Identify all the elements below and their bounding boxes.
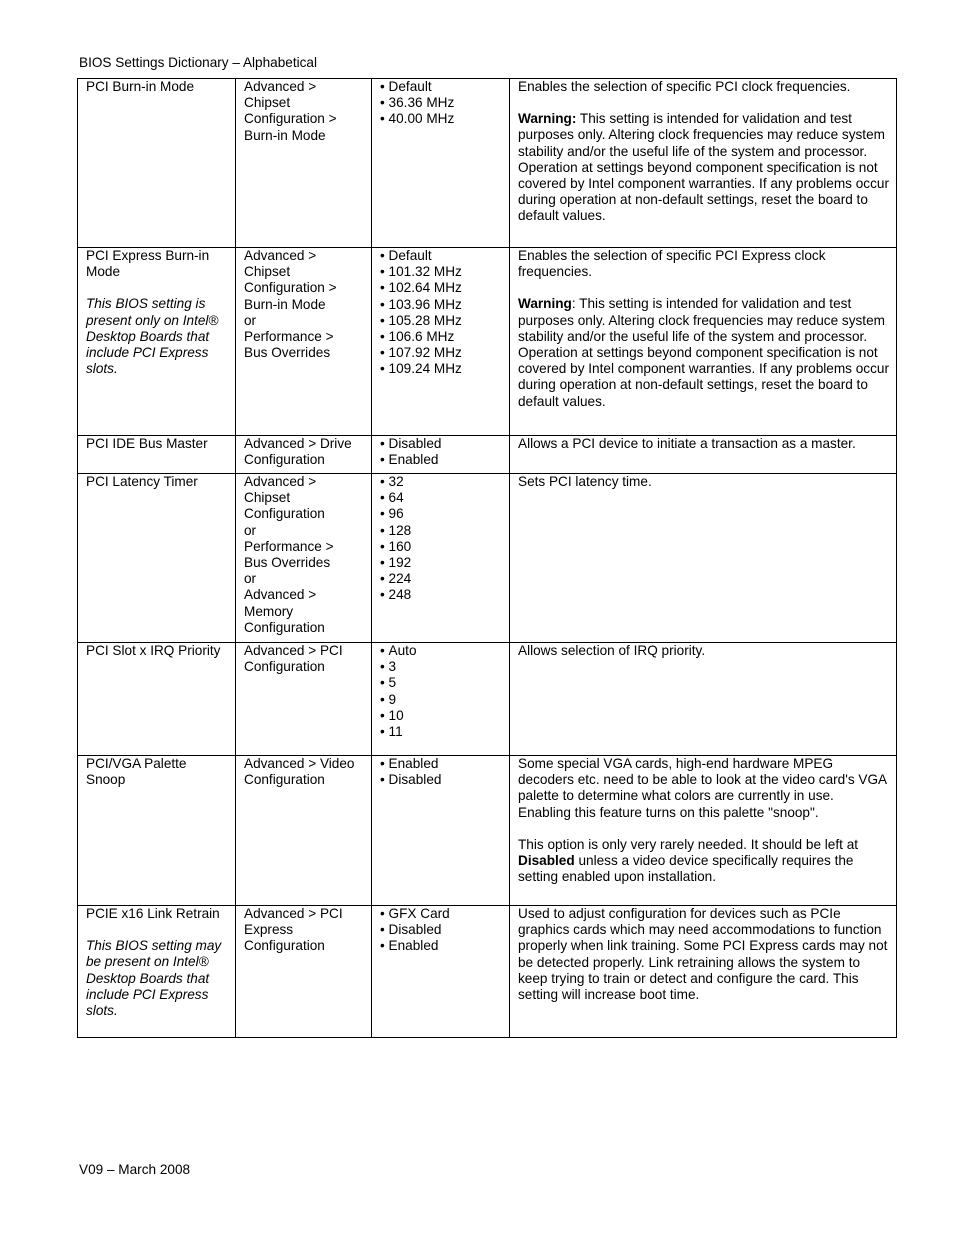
description-cell xyxy=(510,643,897,756)
option-item: • GFX Card xyxy=(380,906,503,922)
option-item: • Disabled xyxy=(380,436,503,452)
menu-path: Advanced > PCI Express Configuration xyxy=(244,906,343,954)
option-item: • Disabled xyxy=(380,922,503,938)
option-item: • 36.36 MHz xyxy=(380,95,503,111)
menu-path-cell xyxy=(236,643,372,756)
options-cell xyxy=(372,79,510,248)
description-note xyxy=(518,296,890,409)
setting-name-cell xyxy=(78,248,236,436)
option-item: • 106.6 MHz xyxy=(380,329,503,345)
menu-path: Advanced > PCI Configuration xyxy=(244,643,343,675)
menu-path-cell xyxy=(236,436,372,474)
description-note-text: This setting is intended for validation and test purposes only. Altering clock frequencies may reduce system stability and/or the useful life of the system and processor. Operation at settings beyond component specification is not covered by Intel component warranties. If any problems occur during operation at non-default settings, reset the board to default values. xyxy=(518,111,889,224)
option-item: • 3 xyxy=(380,659,503,675)
table-row xyxy=(78,906,897,1038)
menu-path: Advanced > Chipset Configuration or Performance > Bus Overrides or Advanced > Memory Configuration xyxy=(244,474,334,635)
option-item: • Default xyxy=(380,248,503,264)
option-item: • 224 xyxy=(380,571,503,587)
option-item: • 160 xyxy=(380,539,503,555)
table-row xyxy=(78,756,897,906)
description-text: Allows selection of IRQ priority. xyxy=(518,643,706,658)
setting-name-cell xyxy=(78,906,236,1038)
option-item: • Default xyxy=(380,79,503,95)
page-header: BIOS Settings Dictionary – Alphabetical xyxy=(79,55,318,70)
option-item: • 10 xyxy=(380,708,503,724)
description-text: Enables the selection of specific PCI clock frequencies. xyxy=(518,79,851,94)
menu-path: Advanced > Chipset Configuration > Burn-in Mode xyxy=(244,79,337,143)
options-cell xyxy=(372,906,510,1038)
table-row xyxy=(78,79,897,248)
menu-path-cell xyxy=(236,248,372,436)
description-cell xyxy=(510,436,897,474)
table-row xyxy=(78,643,897,756)
description-emphasis: Warning: xyxy=(518,111,577,127)
menu-path: Advanced > Video Configuration xyxy=(244,756,355,788)
option-item: • 107.92 MHz xyxy=(380,345,503,361)
option-item: • Auto xyxy=(380,643,503,659)
setting-name-cell xyxy=(78,79,236,248)
option-item: • 109.24 MHz xyxy=(380,361,503,377)
option-item: • 11 xyxy=(380,724,503,740)
option-item: • 5 xyxy=(380,675,503,691)
description-text: Enables the selection of specific PCI Express clock frequencies. xyxy=(518,248,826,280)
setting-name: PCI Latency Timer xyxy=(86,474,198,489)
setting-name: PCIE x16 Link Retrain xyxy=(86,906,220,921)
options-cell xyxy=(372,643,510,756)
option-item: • Disabled xyxy=(380,772,503,788)
setting-name-cell xyxy=(78,756,236,906)
description-cell xyxy=(510,906,897,1038)
menu-path: Advanced > Chipset Configuration > Burn-in Mode or Performance > Bus Overrides xyxy=(244,248,337,361)
description-note xyxy=(518,111,890,224)
setting-name-cell xyxy=(78,474,236,643)
setting-name: PCI IDE Bus Master xyxy=(86,436,208,451)
description-text: Allows a PCI device to initiate a transaction as a master. xyxy=(518,436,856,451)
setting-name-cell xyxy=(78,643,236,756)
option-item: • 105.28 MHz xyxy=(380,313,503,329)
description-emphasis: Warning xyxy=(518,296,572,312)
description-cell xyxy=(510,474,897,643)
option-item: • 128 xyxy=(380,523,503,539)
description-cell xyxy=(510,756,897,906)
option-item: • 102.64 MHz xyxy=(380,280,503,296)
option-item: • 32 xyxy=(380,474,503,490)
description-emphasis: Disabled xyxy=(518,853,575,869)
option-item: • Enabled xyxy=(380,938,503,954)
option-item: • 103.96 MHz xyxy=(380,297,503,313)
table-row xyxy=(78,474,897,643)
option-item: • 248 xyxy=(380,587,503,603)
menu-path-cell xyxy=(236,79,372,248)
setting-name: PCI/VGA Palette Snoop xyxy=(86,756,187,788)
description-note-text: : This setting is intended for validation and test purposes only. Altering clock frequencies may reduce system stability and/or the useful life of the system and processor. Operation at settings beyond component specification is not covered by Intel component warranties. If any problems occur during operation at non-default settings, reset the board to default values. xyxy=(518,296,889,409)
description-note xyxy=(518,837,890,886)
page-footer: V09 – March 2008 xyxy=(79,1162,191,1177)
option-item: • 64 xyxy=(380,490,503,506)
option-item: • 192 xyxy=(380,555,503,571)
setting-note: This BIOS setting may be present on Intel® Desktop Boards that include PCI Express slots. xyxy=(86,938,222,1019)
option-item: • Enabled xyxy=(380,452,503,468)
menu-path: Advanced > Drive Configuration xyxy=(244,436,352,468)
description-text: Some special VGA cards, high-end hardware MPEG decoders etc. need to be able to look at the video card's VGA palette to determine what colors are currently in use. Enabling this feature turns on this palette "snoop". xyxy=(518,756,887,820)
menu-path-cell xyxy=(236,756,372,906)
setting-name: PCI Express Burn-in Mode xyxy=(86,248,210,280)
description-text: Used to adjust configuration for devices such as PCIe graphics cards which may need accommodations to function properly when link training. Some PCI Express cards may not be detected properly. Link retraining allows the system to keep trying to train or detect and configure the card. This setting will increase boot time. xyxy=(518,906,888,1003)
options-cell xyxy=(372,474,510,643)
options-cell xyxy=(372,756,510,906)
setting-name: PCI Slot x IRQ Priority xyxy=(86,643,221,658)
setting-note: This BIOS setting is present only on Intel® Desktop Boards that include PCI Express slots. xyxy=(86,296,219,377)
options-cell xyxy=(372,248,510,436)
menu-path-cell xyxy=(236,474,372,643)
setting-name: PCI Burn-in Mode xyxy=(86,79,195,94)
option-item: • Enabled xyxy=(380,756,503,772)
description-cell xyxy=(510,248,897,436)
option-item: • 9 xyxy=(380,692,503,708)
description-note-text: unless a video device specifically requires the setting enabled upon installation. xyxy=(518,853,854,885)
table-row xyxy=(78,436,897,474)
description-cell xyxy=(510,79,897,248)
description-note-lead: This option is only very rarely needed. It should be left at xyxy=(518,836,859,852)
option-item: • 40.00 MHz xyxy=(380,111,503,127)
menu-path-cell xyxy=(236,906,372,1038)
option-item: • 101.32 MHz xyxy=(380,264,503,280)
setting-name-cell xyxy=(78,436,236,474)
options-cell xyxy=(372,436,510,474)
description-text: Sets PCI latency time. xyxy=(518,474,652,489)
bios-settings-table xyxy=(77,78,897,1038)
table-row xyxy=(78,248,897,436)
option-item: • 96 xyxy=(380,506,503,522)
